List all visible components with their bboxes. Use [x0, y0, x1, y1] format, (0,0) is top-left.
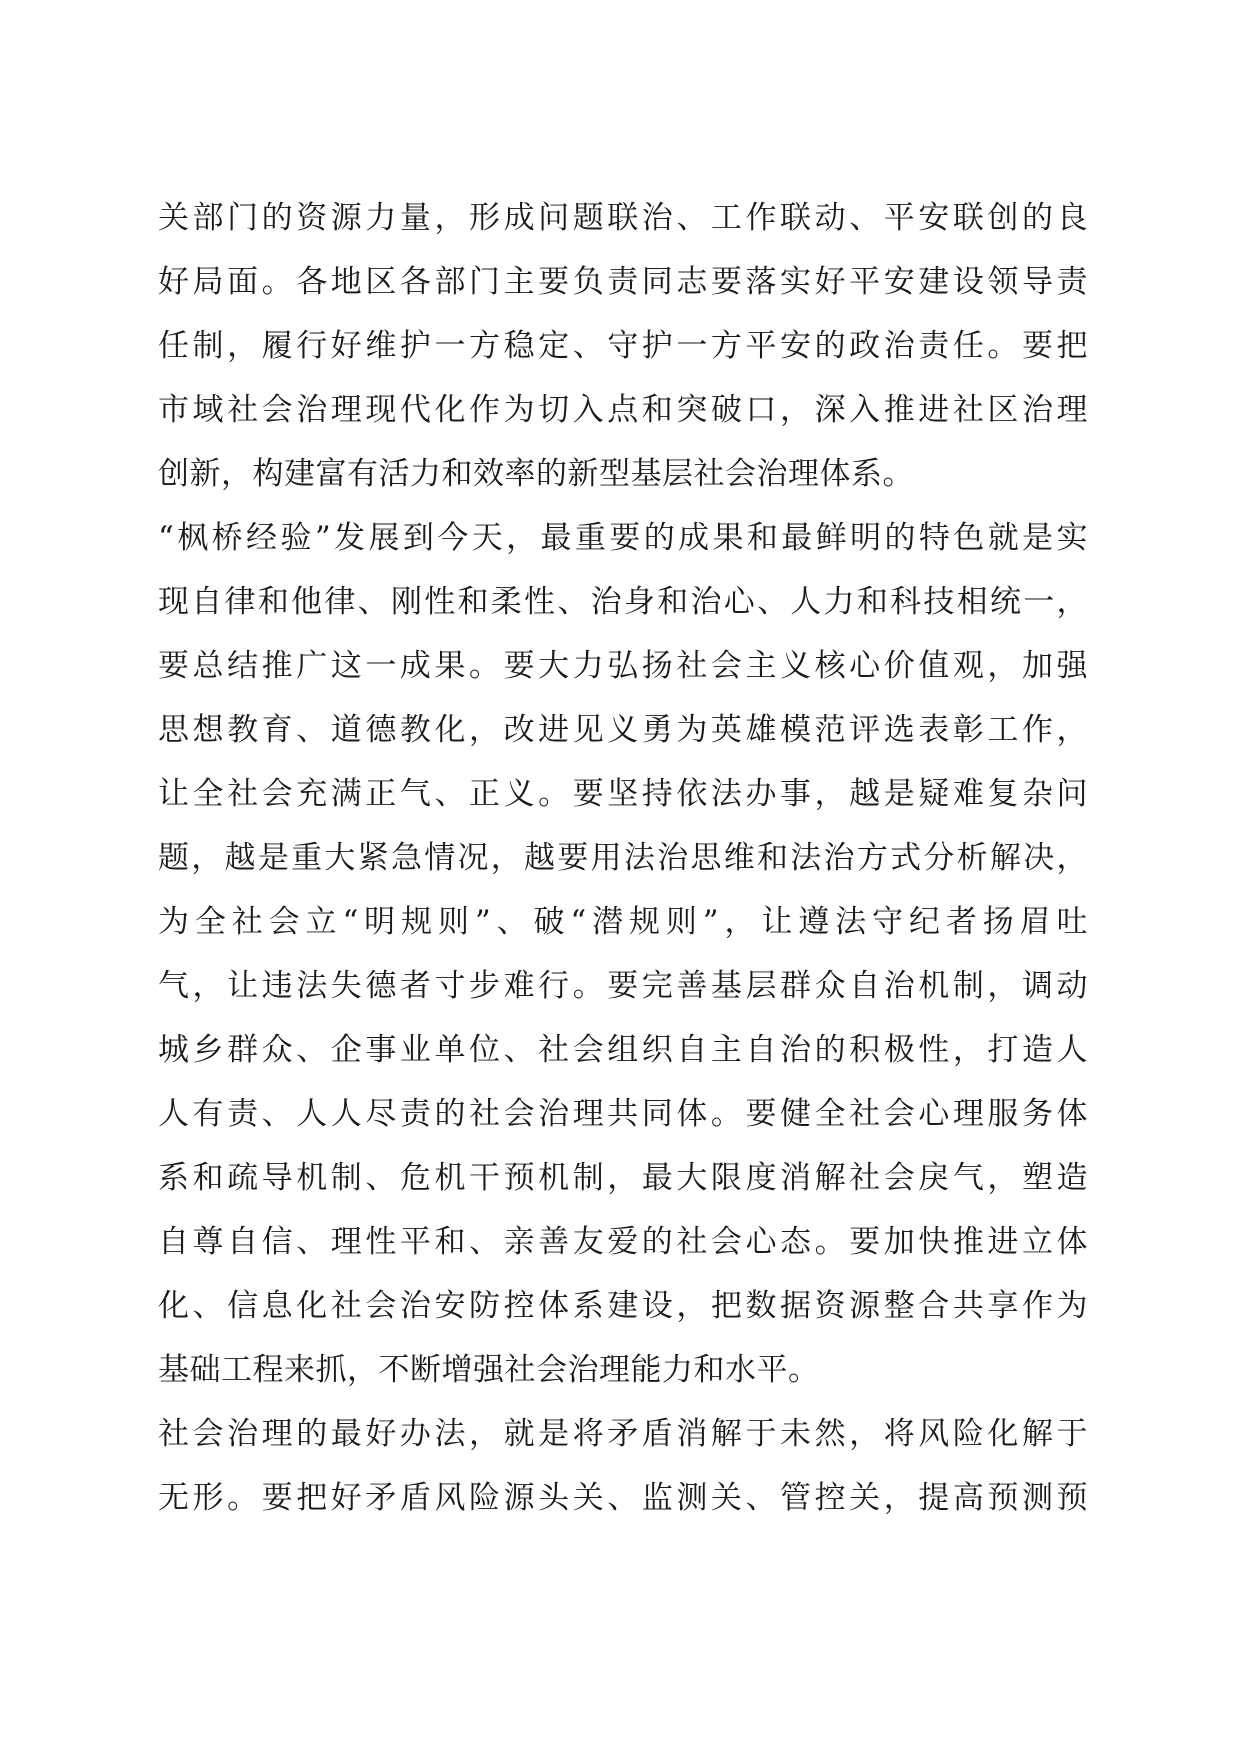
text-line: 社会治理的最好办法，就是将矛盾消解于未然，将风险化解于: [158, 1416, 1088, 1452]
text-line: 化、信息化社会治安防控体系建设，把数据资源整合共享作为: [158, 1288, 1088, 1324]
text-line: 现自律和他律、刚性和柔性、治身和治心、人力和科技相统一，: [158, 584, 1088, 620]
body-text: [158, 186, 1088, 1530]
text-line: 关部门的资源力量，形成问题联治、工作联动、平安联创的良: [158, 200, 1088, 236]
text-line: 任制，履行好维护一方稳定、守护一方平安的政治责任。要把: [158, 328, 1088, 364]
text-line: 要总结推广这一成果。要大力弘扬社会主义核心价值观，加强: [158, 648, 1088, 684]
text-line: 人有责、人人尽责的社会治理共同体。要健全社会心理服务体: [158, 1096, 1088, 1132]
text-line: 题，越是重大紧急情况，越要用法治思维和法治方式分析解决，: [158, 840, 1088, 876]
text-line: 创新，构建富有活力和效率的新型基层社会治理体系。: [158, 456, 914, 492]
text-line: 基础工程来抓，不断增强社会治理能力和水平。: [158, 1352, 820, 1388]
text-line: 城乡群众、企事业单位、社会组织自主自治的积极性，打造人: [158, 1032, 1088, 1068]
text-line: 好局面。各地区各部门主要负责同志要落实好平安建设领导责: [158, 264, 1088, 300]
text-line: 思想教育、道德教化，改进见义勇为英雄模范评选表彰工作，: [158, 712, 1088, 748]
text-line: 无形。要把好矛盾风险源头关、监测关、管控关，提高预测预: [158, 1480, 1088, 1516]
text-line: 自尊自信、理性平和、亲善友爱的社会心态。要加快推进立体: [158, 1224, 1088, 1260]
text-line: 系和疏导机制、危机干预机制，最大限度消解社会戾气，塑造: [158, 1160, 1088, 1196]
text-line: 气，让违法失德者寸步难行。要完善基层群众自治机制，调动: [158, 968, 1088, 1004]
text-line: “枫桥经验”发展到今天，最重要的成果和最鲜明的特色就是实: [158, 520, 1088, 556]
text-line: 市域社会治理现代化作为切入点和突破口，深入推进社区治理: [158, 392, 1088, 428]
text-line: 为全社会立“明规则”、破“潜规则”，让遵法守纪者扬眉吐: [158, 904, 1088, 940]
text-line: 让全社会充满正气、正义。要坚持依法办事，越是疑难复杂问: [158, 776, 1088, 812]
